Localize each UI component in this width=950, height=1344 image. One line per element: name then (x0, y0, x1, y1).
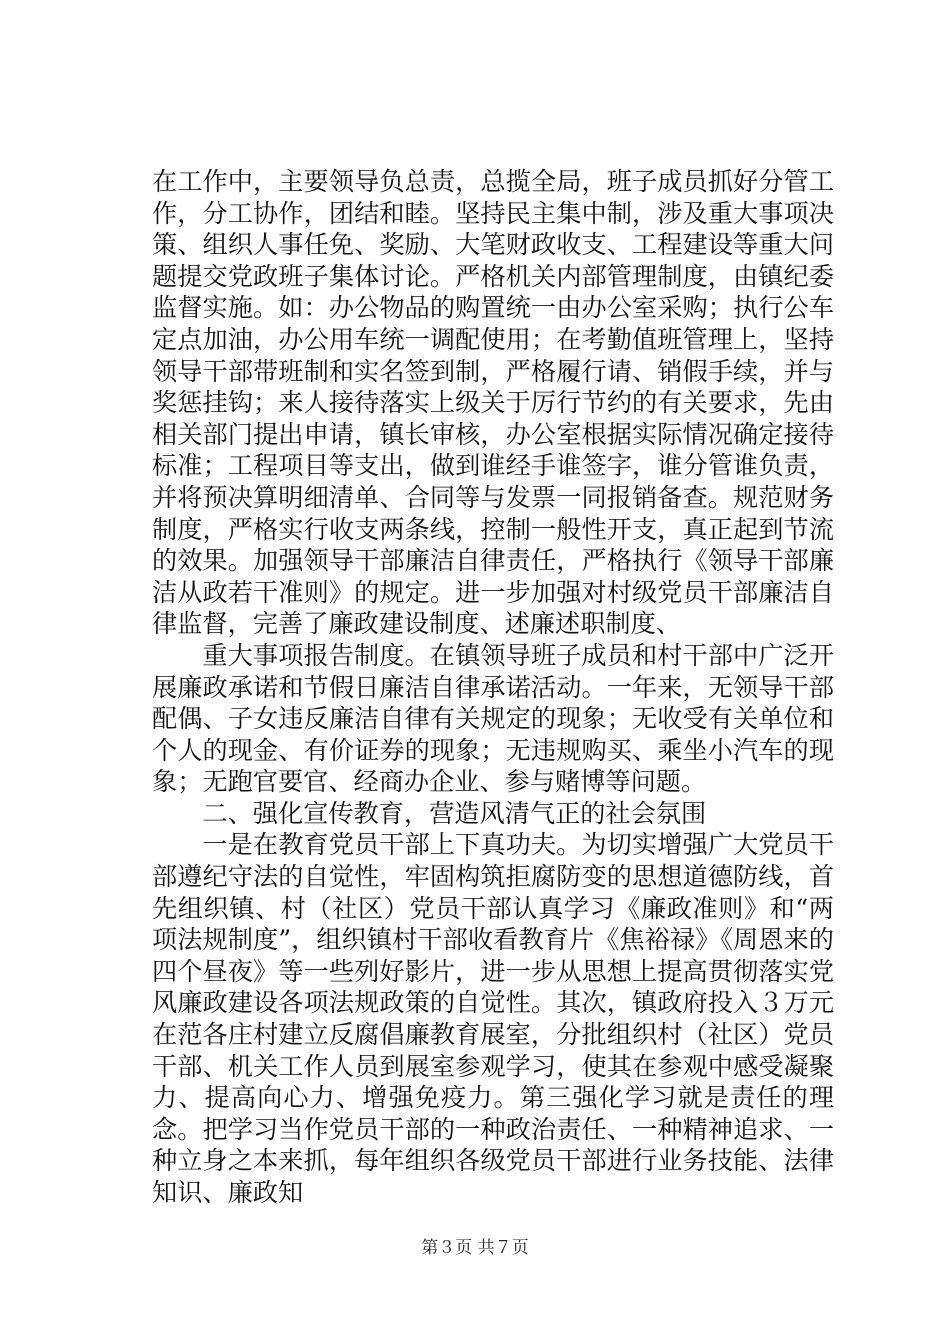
body-paragraph: 在工作中，主要领导负总责，总揽全局，班子成员抓好分管工作，分工协作，团结和睦。坚持民主集中制，涉及重大事项决策、组织人事任免、奖励、大笔财政收支、工程建设等重大问题提交党政班子集体讨论。严格机关内部管理制度，由镇纪委监督实施。如：办公物品的购置统一由办公室采购；执行公车定点加油，办公用车统一调配使用；在考勤值班管理上，坚持领导干部带班制和实名签到制，严格履行请、销假手续，并与奖惩挂钩；来人接待落实上级关于厉行节约的有关要求，先由相关部门提出申请，镇长审核，办公室根据实际情况确定接待标准；工程项目等支出，做到谁经手谁签字，谁分管谁负责，并将预决算明细清单、合同等与发票一同报销备查。规范财务制度，严格实行收支两条线，控制一般性开支，真正起到节流的效果。加强领导干部廉洁自律责任，严格执行《领导干部廉洁从政若干准则》的规定。进一步加强对村级党员干部廉洁自律监督，完善了廉政建设制度、述廉述职制度、 (152, 167, 834, 639)
body-paragraph: 一是在教育党员干部上下真功夫。为切实增强广大党员干部遵纪守法的自觉性，牢固构筑拒腐防变的思想道德防线，首先组织镇、村（社区）党员干部认真学习《廉政准则》和“两项法规制度”，组织镇村干部收看教育片《焦裕禄》《周恩来的四个昼夜》等一些列好影片，进一步从思想上提高贯彻落实党风廉政建设各项法规政策的自觉性。其次，镇政府投入３万元在范各庄村建立反腐倡廉教育展室，分批组织村（社区）党员干部、机关工作人员到展室参观学习，使其在参观中感受凝聚力、提高向心力、增强免疫力。第三强化学习就是责任的理念。把学习当作党员干部的一种政治责任、一种精神追求、一种立身之本来抓，每年组织各级党员干部进行业务技能、法律知识、廉政知 (152, 830, 834, 1207)
section-heading: 二、强化宣传教育，营造风清气正的社会氛围 (202, 798, 707, 828)
page-number-footer: 第３页 共７页 (421, 1238, 529, 1258)
body-paragraph: 重大事项报告制度。在镇领导班子成员和村干部中广泛开展廉政承诺和节假日廉洁自律承诺活动。一年来，无领导干部配偶、子女违反廉洁自律有关规定的现象；无收受有关单位和个人的现金、有价证券的现象；无违规购买、乘坐小汽车的现象；无跑官要官、经商办企业、参与赌博等问题。 (152, 640, 834, 797)
document-body (152, 166, 834, 1209)
